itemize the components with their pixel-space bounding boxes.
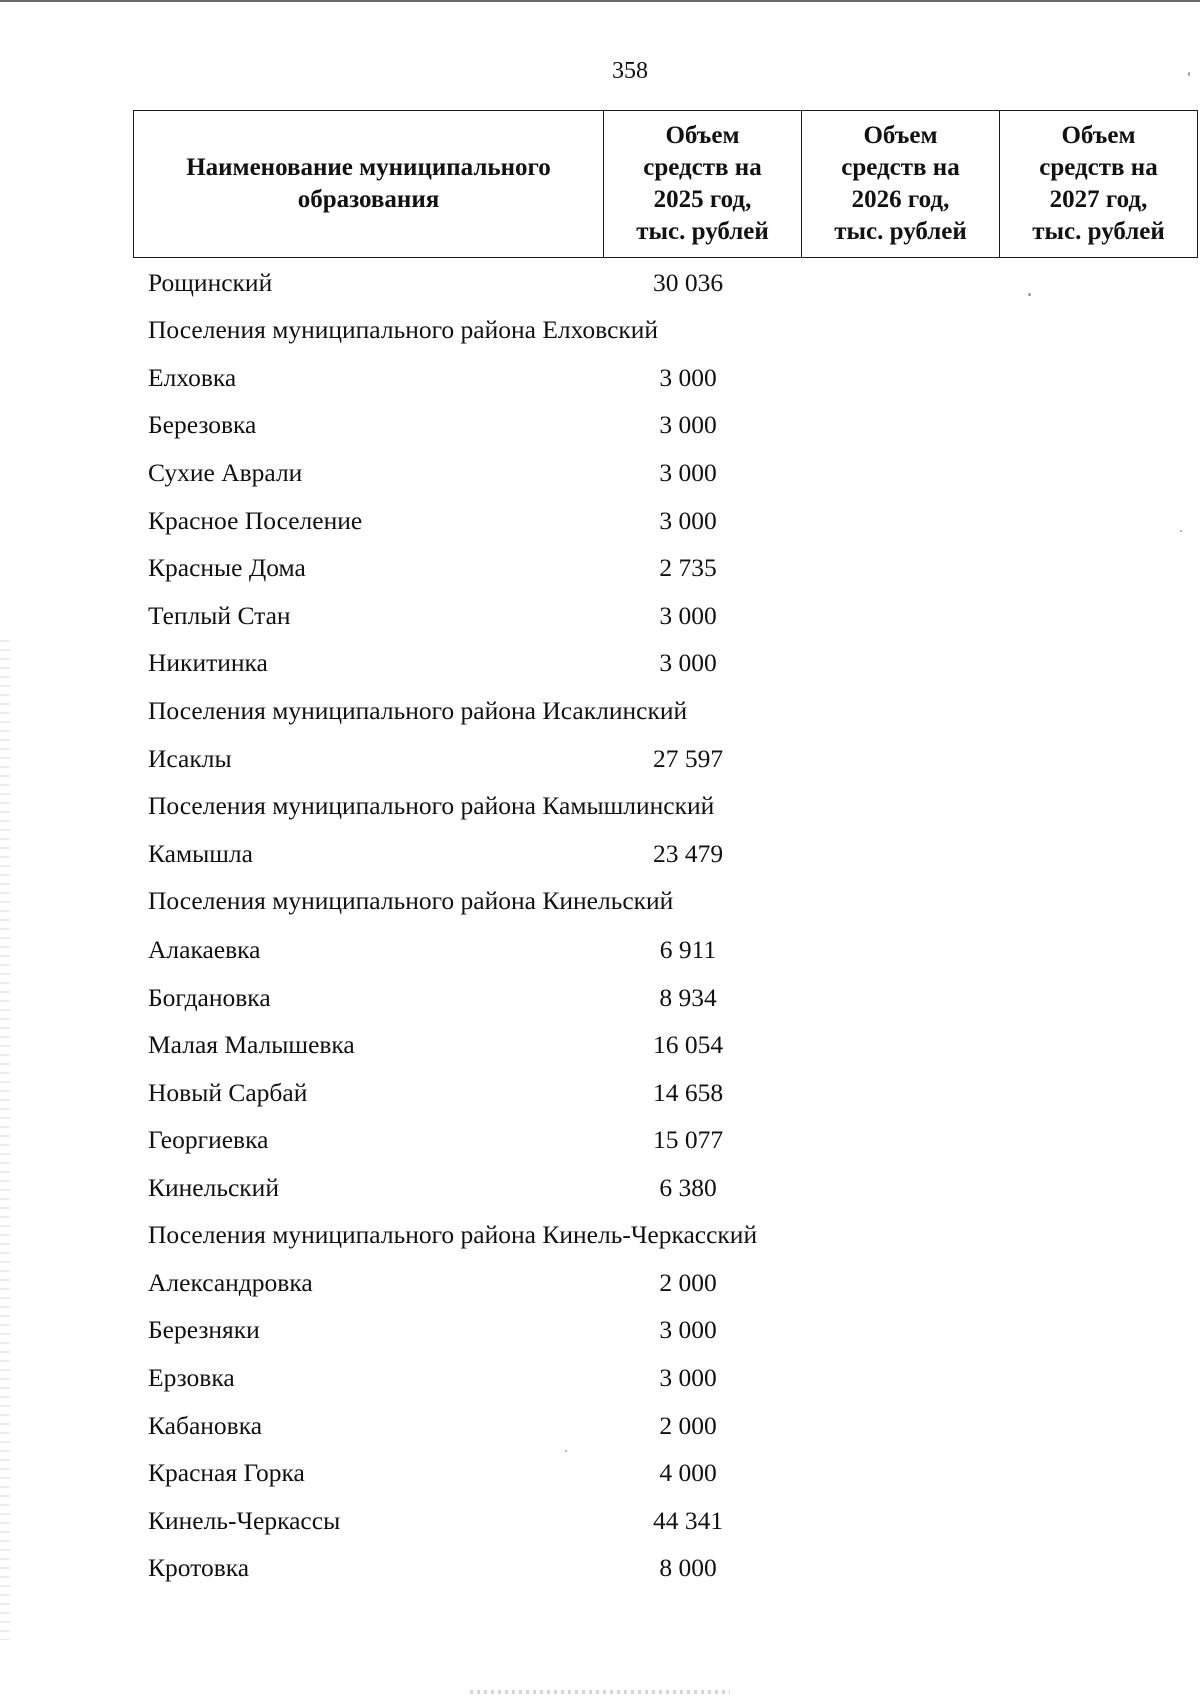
table-row [0, 1265, 1200, 1301]
row-value-2025: 14 658 [652, 1078, 724, 1107]
table-row [0, 598, 1200, 634]
group-heading: Поселения муниципального района Исаклинский [148, 696, 688, 725]
table-row [0, 1455, 1200, 1491]
row-value-2025: 3 000 [659, 648, 717, 677]
group-heading-row [0, 788, 1200, 824]
row-value-2025: 3 000 [659, 1315, 717, 1344]
row-name: Кинельский [148, 1173, 279, 1202]
table-row [0, 1075, 1200, 1111]
table-row [0, 360, 1200, 396]
row-value-2025: 8 000 [659, 1553, 717, 1582]
row-name: Теплый Стан [148, 601, 291, 630]
scan-speck [1028, 293, 1031, 296]
table-row [0, 455, 1200, 491]
table-row [0, 1550, 1200, 1586]
scan-speck [565, 1450, 567, 1452]
row-value-2025: 8 934 [659, 983, 717, 1012]
table-row [0, 1408, 1200, 1444]
table-row [0, 503, 1200, 539]
table-row [0, 1027, 1200, 1063]
row-value-2025: 3 000 [659, 410, 717, 439]
table-row [0, 1360, 1200, 1396]
row-name: Александровка [148, 1268, 313, 1297]
group-heading-row [0, 883, 1200, 919]
table-row [0, 1503, 1200, 1539]
row-value-2025: 16 054 [652, 1030, 724, 1059]
row-name: Богдановка [148, 983, 271, 1012]
row-value-2025: 2 735 [659, 553, 717, 582]
group-heading-row [0, 1217, 1200, 1253]
header-amount-2027: Объем средств на 2027 год, тыс. рублей [1000, 111, 1198, 258]
row-value-2025: 44 341 [652, 1506, 724, 1535]
row-value-2025: 6 380 [659, 1173, 717, 1202]
group-heading: Поселения муниципального района Камышлинский [148, 791, 715, 820]
row-name: Алакаевка [148, 935, 261, 964]
row-value-2025: 3 000 [659, 601, 717, 630]
group-heading-row [0, 312, 1200, 348]
row-name: Камышла [148, 839, 253, 868]
table-row [0, 407, 1200, 443]
header-amount-2026: Объем средств на 2026 год, тыс. рублей [802, 111, 1000, 258]
row-value-2025: 3 000 [659, 506, 717, 535]
row-value-2025: 27 597 [652, 744, 724, 773]
row-value-2025: 23 479 [652, 839, 724, 868]
row-name: Березовка [148, 410, 257, 439]
table-row [0, 1170, 1200, 1206]
row-name: Малая Малышевка [148, 1030, 355, 1059]
row-value-2025: 30 036 [652, 268, 724, 297]
row-name: Сухие Аврали [148, 458, 303, 487]
table-row [0, 836, 1200, 872]
table-row [0, 1122, 1200, 1158]
row-name: Никитинка [148, 648, 268, 677]
row-name: Исаклы [148, 744, 232, 773]
row-name: Ерзовка [148, 1363, 235, 1392]
row-value-2025: 4 000 [659, 1458, 717, 1487]
row-name: Кинель-Черкассы [148, 1506, 341, 1535]
table-row [0, 932, 1200, 968]
row-name: Елховка [148, 363, 237, 392]
row-name: Красные Дома [148, 553, 306, 582]
scan-speck [1188, 72, 1190, 76]
header-amount-2025: Объем средств на 2025 год, тыс. рублей [604, 111, 802, 258]
header-municipality-name: Наименование муниципального образования [134, 111, 604, 258]
row-name: Березняки [148, 1315, 260, 1344]
group-heading-row [0, 693, 1200, 729]
table-row [0, 550, 1200, 586]
row-name: Красное Поселение [148, 506, 363, 535]
table-row [0, 980, 1200, 1016]
row-name: Кабановка [148, 1411, 263, 1440]
row-name: Новый Сарбай [148, 1078, 308, 1107]
table-row [0, 741, 1200, 777]
group-heading: Поселения муниципального района Кинельский [148, 886, 674, 915]
row-name: Красная Горка [148, 1458, 305, 1487]
page-number: 358 [612, 58, 648, 84]
group-heading: Поселения муниципального района Елховский [148, 315, 659, 344]
row-name: Кротовка [148, 1553, 250, 1582]
scan-noise-left [0, 640, 10, 1640]
row-value-2025: 2 000 [659, 1268, 717, 1297]
row-name: Георгиевка [148, 1125, 269, 1154]
row-value-2025: 15 077 [652, 1125, 724, 1154]
row-name: Рощинский [148, 268, 273, 297]
table-row [0, 1312, 1200, 1348]
row-value-2025: 6 911 [659, 935, 717, 964]
row-value-2025: 3 000 [659, 1363, 717, 1392]
table-row [0, 265, 1200, 301]
group-heading: Поселения муниципального района Кинель-Черкасский [148, 1220, 758, 1249]
scan-noise-bottom [470, 1690, 730, 1694]
row-value-2025: 2 000 [659, 1411, 717, 1440]
table-row [0, 645, 1200, 681]
row-value-2025: 3 000 [659, 458, 717, 487]
scan-speck [1180, 530, 1182, 532]
row-value-2025: 3 000 [659, 363, 717, 392]
